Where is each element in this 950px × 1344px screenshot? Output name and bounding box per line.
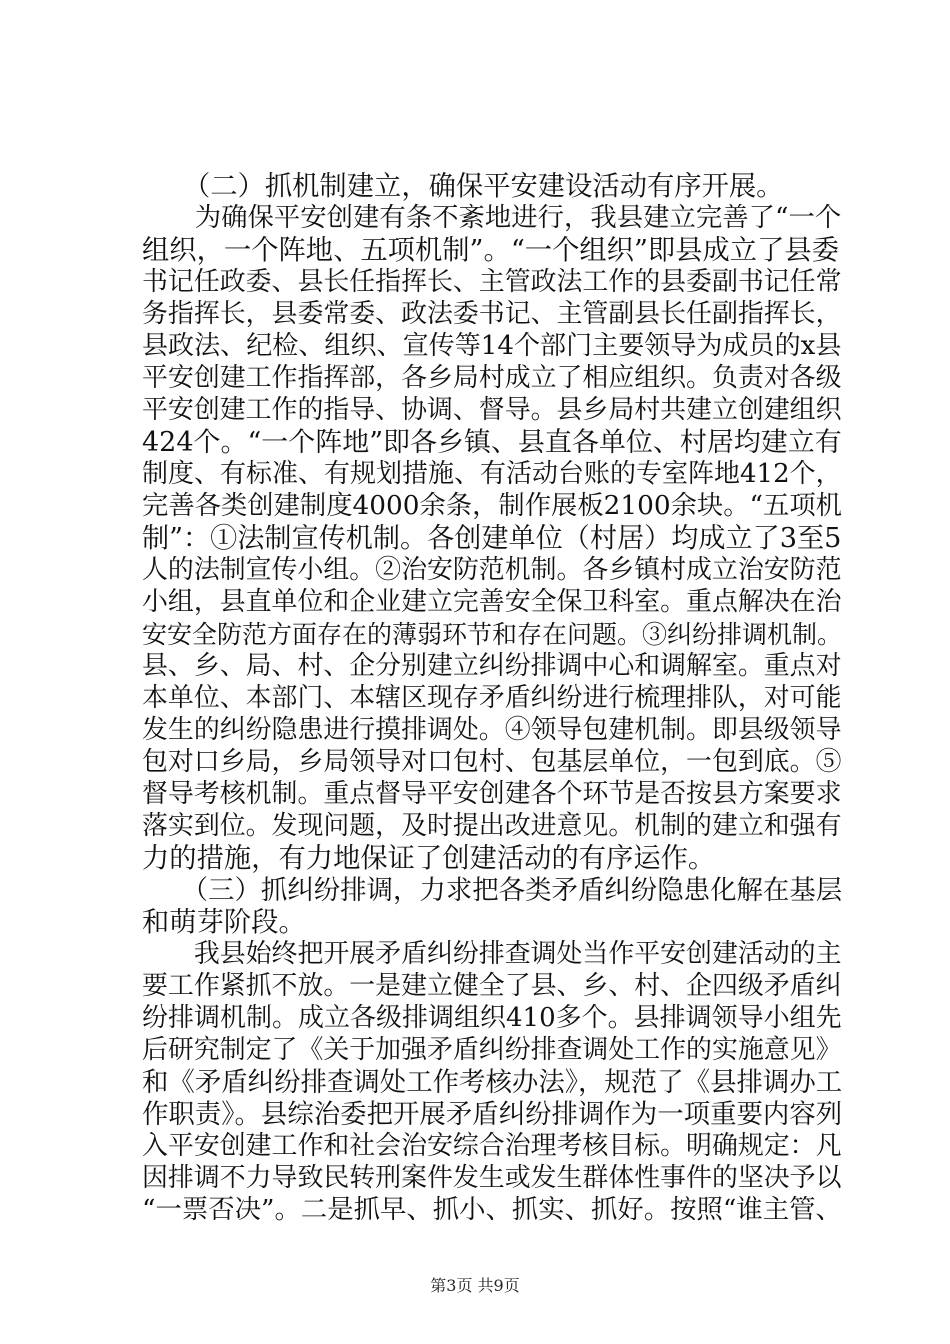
text-line: 小组，县直单位和企业建立完善安全保卫科室。重点解决在治 — [142, 587, 842, 617]
text-line: 424个。“一个阵地”即各乡镇、县直各单位、村居均建立有 — [142, 427, 842, 458]
text-line: 包对口乡局，乡局领导对口包村、包基层单位，一包到底。⑤ — [142, 747, 842, 777]
text-line: 县、乡、局、村、企分别建立纠纷排调中心和调解室。重点对 — [142, 651, 842, 681]
text-line: “一票否决”。二是抓早、抓小、抓实、抓好。按照“谁主管、 — [142, 1195, 842, 1225]
text-line: 完善各类创建制度4000余条，制作展板2100余块。“五项机 — [142, 491, 842, 521]
text-line: 后研究制定了《关于加强矛盾纠纷排查调处工作的实施意见》 — [142, 1035, 842, 1065]
text-line: 本单位、本部门、本辖区现存矛盾纠纷进行梳理排队，对可能 — [142, 683, 842, 713]
text-line: 要工作紧抓不放。一是建立健全了县、乡、村、企四级矛盾纠 — [142, 971, 842, 1001]
text-line: 平安创建工作的指导、协调、督导。县乡局村共建立创建组织 — [142, 395, 842, 425]
text-line: 人的法制宣传小组。②治安防范机制。各乡镇村成立治安防范 — [142, 555, 842, 585]
text-line: 入平安创建工作和社会治安综合治理考核目标。明确规定：凡 — [142, 1131, 842, 1161]
text-line: 平安创建工作指挥部，各乡局村成立了相应组织。负责对各级 — [142, 363, 842, 393]
text-line: 制”：①法制宣传机制。各创建单位（村居）均成立了3至5 — [142, 523, 842, 554]
text-line: （二）抓机制建立，确保平安建设活动有序开展。 — [142, 171, 784, 202]
text-line: （三）抓纠纷排调，力求把各类矛盾纠纷隐患化解在基层 — [142, 875, 843, 906]
text-line: 作职责》。县综治委把开展矛盾纠纷排调作为一项重要内容列 — [142, 1099, 843, 1130]
text-line: 纷排调机制。成立各级排调组织410多个。县排调领导小组先 — [142, 1003, 842, 1033]
text-line: 我县始终把开展矛盾纠纷排查调处当作平安创建活动的主 — [142, 939, 842, 969]
text-line: 安安全防范方面存在的薄弱环节和存在问题。③纠纷排调机制。 — [142, 620, 843, 649]
text-line: 因排调不力导致民转刑案件发生或发生群体性事件的坚决予以 — [142, 1163, 842, 1193]
text-line: 书记任政委、县长任指挥长、主管政法工作的县委副书记任常 — [142, 267, 842, 297]
text-line: 制度、有标准、有规划措施、有活动台账的专室阵地412个， — [142, 459, 842, 489]
text-line: 为确保平安创建有条不紊地进行，我县建立完善了“一个 — [142, 203, 842, 233]
text-line: 督导考核机制。重点督导平安创建各个环节是否按县方案要求 — [142, 779, 842, 809]
page-number-footer: 第3页 共9页 — [430, 1276, 520, 1295]
text-line: 和《矛盾纠纷排查调处工作考核办法》，规范了《县排调办工 — [142, 1067, 843, 1098]
text-line: 落实到位。发现问题，及时提出改进意见。机制的建立和强有 — [142, 811, 842, 841]
text-line: 和萌芽阶段。 — [142, 907, 306, 938]
text-line: 县政法、纪检、组织、宣传等14个部门主要领导为成员的x县 — [142, 331, 842, 361]
text-line: 组织，一个阵地、五项机制”。“一个组织”即县成立了县委 — [142, 235, 839, 266]
text-line: 务指挥长，县委常委、政法委书记、主管副县长任副指挥长， — [142, 299, 842, 329]
text-line: 力的措施，有力地保证了创建活动的有序运作。 — [142, 843, 716, 874]
text-line: 发生的纠纷隐患进行摸排调处。④领导包建机制。即县级领导 — [142, 715, 842, 745]
